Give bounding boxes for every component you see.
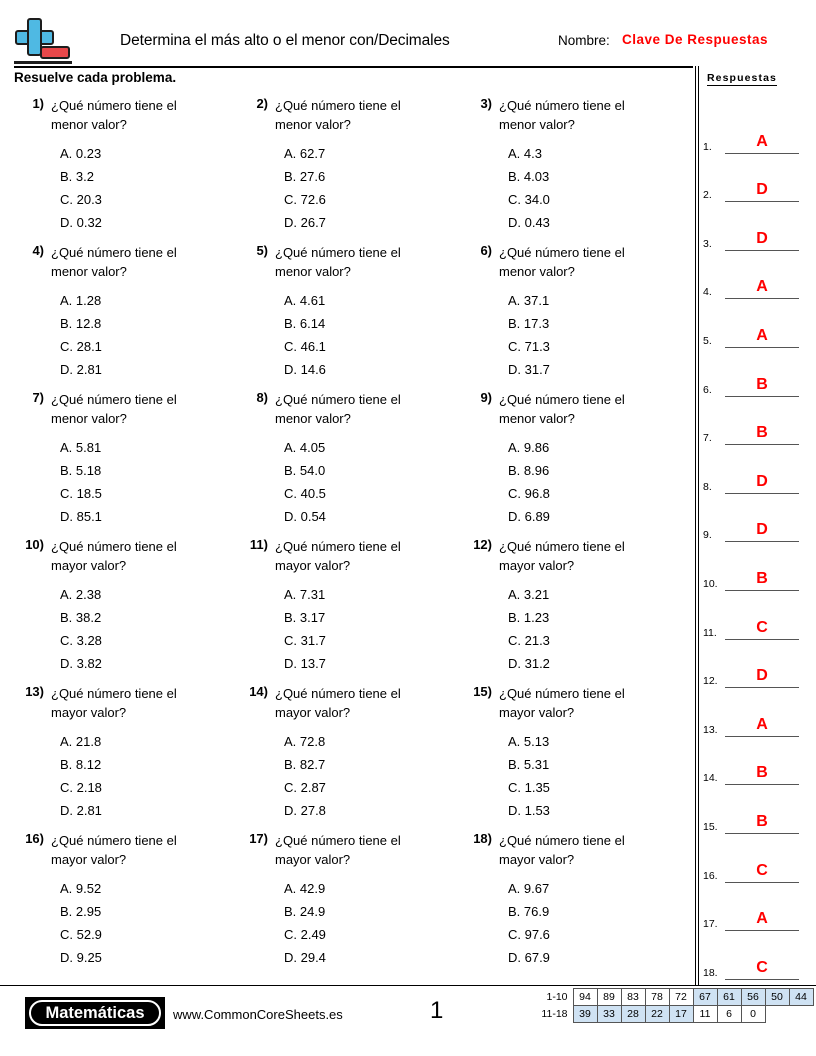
problem-choice[interactable]: C. 46.1 xyxy=(284,339,326,354)
problem-item xyxy=(238,831,462,978)
problem-item xyxy=(14,537,238,684)
answer-key-number: 2. xyxy=(703,189,712,202)
answer-key-blank-line xyxy=(725,639,799,640)
problem-choice[interactable]: B. 1.23 xyxy=(508,610,550,625)
problem-body xyxy=(51,537,238,675)
problem-choice[interactable]: D. 3.82 xyxy=(60,656,102,671)
score-cell: 50 xyxy=(765,989,789,1006)
problem-question: ¿Qué número tiene el mayor valor? xyxy=(51,539,177,573)
score-range-label: 1-10 xyxy=(546,991,568,1003)
answer-key-blank-line xyxy=(725,298,799,299)
answer-key-blank-line xyxy=(725,250,799,251)
problem-question: ¿Qué número tiene el mayor valor? xyxy=(275,686,401,720)
problem-question: ¿Qué número tiene el mayor valor? xyxy=(51,833,177,867)
problem-choice[interactable]: C. 1.35 xyxy=(508,780,550,795)
answer-key-row xyxy=(703,351,809,400)
problem-choice[interactable]: C. 21.3 xyxy=(508,633,550,648)
problem-question: ¿Qué número tiene el menor valor? xyxy=(275,392,401,426)
score-cell: 0 xyxy=(741,1006,765,1023)
problem-choices xyxy=(508,436,686,528)
problem-choice[interactable]: A. 4.3 xyxy=(508,146,542,161)
answer-key-list xyxy=(703,108,809,983)
vertical-divider xyxy=(695,66,700,985)
problem-choices xyxy=(508,583,686,675)
answer-key-row xyxy=(703,886,809,935)
answer-key-value: D xyxy=(756,667,768,685)
problem-question: ¿Qué número tiene el menor valor? xyxy=(275,245,401,279)
problem-body xyxy=(499,96,686,234)
problem-body xyxy=(275,390,462,528)
problem-choice[interactable]: D. 29.4 xyxy=(284,950,326,965)
answer-key-row xyxy=(703,448,809,497)
problem-body xyxy=(51,243,238,381)
problem-number: 13) xyxy=(25,684,44,699)
answer-key-value: A xyxy=(756,132,768,150)
answer-key-value: B xyxy=(756,569,768,587)
problem-choice[interactable]: B. 3.17 xyxy=(284,610,326,625)
problem-body xyxy=(51,96,238,234)
problem-row xyxy=(14,96,686,243)
problem-item xyxy=(462,831,686,978)
problem-choice[interactable]: C. 34.0 xyxy=(508,192,550,207)
problem-choice[interactable]: D. 85.1 xyxy=(60,509,102,524)
problem-choice[interactable]: A. 5.13 xyxy=(508,734,550,749)
problem-choice[interactable]: A. 62.7 xyxy=(284,146,326,161)
score-cell: 72 xyxy=(669,989,693,1006)
problem-choice[interactable]: A. 72.8 xyxy=(284,734,326,749)
score-cell-empty xyxy=(789,1006,813,1023)
problem-body xyxy=(51,684,238,822)
problem-choice[interactable]: B. 27.6 xyxy=(284,169,326,184)
problem-choice[interactable]: B. 5.18 xyxy=(60,463,102,478)
problem-choice[interactable]: C. 28.1 xyxy=(60,339,102,354)
problem-choice[interactable]: A. 5.81 xyxy=(60,440,102,455)
problem-choice[interactable]: C. 2.49 xyxy=(284,927,326,942)
answer-key-blank-line xyxy=(725,347,799,348)
answer-key-row xyxy=(703,691,809,740)
problem-choice[interactable]: D. 27.8 xyxy=(284,803,326,818)
score-cell: 94 xyxy=(573,989,597,1006)
answer-key-number: 9. xyxy=(703,529,712,542)
answer-key-number: 12. xyxy=(703,675,718,688)
answer-key-row xyxy=(703,643,809,692)
problem-choice[interactable]: D. 31.7 xyxy=(508,362,550,377)
problem-question: ¿Qué número tiene el mayor valor? xyxy=(499,539,625,573)
problem-choice[interactable]: B. 54.0 xyxy=(284,463,326,478)
header-divider xyxy=(14,66,693,68)
problem-body xyxy=(275,537,462,675)
problem-choices xyxy=(60,583,238,675)
problem-choice[interactable]: D. 26.7 xyxy=(284,215,326,230)
problem-item xyxy=(462,537,686,684)
problem-choice[interactable]: C. 96.8 xyxy=(508,486,550,501)
problem-row xyxy=(14,243,686,390)
problem-choice[interactable]: B. 17.3 xyxy=(508,316,550,331)
answer-key-row xyxy=(703,400,809,449)
problem-question: ¿Qué número tiene el mayor valor? xyxy=(51,686,177,720)
answer-key-blank-line xyxy=(725,493,799,494)
answer-key-blank-line xyxy=(725,979,799,980)
answer-key-row xyxy=(703,254,809,303)
problem-choice[interactable]: B. 6.14 xyxy=(284,316,326,331)
answer-key-number: 4. xyxy=(703,286,712,299)
problem-item xyxy=(238,243,462,390)
problem-body xyxy=(275,96,462,234)
problem-choice[interactable]: B. 76.9 xyxy=(508,904,550,919)
answer-key-number: 15. xyxy=(703,820,718,833)
answer-key-value: B xyxy=(756,375,768,393)
problem-choice[interactable]: D. 2.81 xyxy=(60,803,102,818)
score-cell: 17 xyxy=(669,1006,693,1023)
problem-item xyxy=(14,390,238,537)
problem-question: ¿Qué número tiene el menor valor? xyxy=(51,98,177,132)
name-value: Clave De Respuestas xyxy=(622,32,769,47)
problem-choice[interactable]: A. 1.28 xyxy=(60,293,102,308)
problem-choice[interactable]: D. 6.89 xyxy=(508,509,550,524)
plus-center-fill-icon xyxy=(29,32,40,43)
answer-key-row xyxy=(703,545,809,594)
problem-body xyxy=(499,390,686,528)
score-cell: 56 xyxy=(741,989,765,1006)
problem-body xyxy=(275,684,462,822)
answer-key-title: Respuestas xyxy=(707,72,777,84)
problem-choice[interactable]: B. 38.2 xyxy=(60,610,102,625)
answer-key-row xyxy=(703,108,809,157)
problem-choice[interactable]: C. 52.9 xyxy=(60,927,102,942)
answer-key-row xyxy=(703,594,809,643)
answer-key-panel xyxy=(703,68,809,983)
problem-body xyxy=(499,537,686,675)
problem-question: ¿Qué número tiene el menor valor? xyxy=(499,245,625,279)
problem-choices xyxy=(60,436,238,528)
answer-key-number: 10. xyxy=(703,577,718,590)
instructions-text: Resuelve cada problema. xyxy=(14,70,177,85)
answer-key-number: 16. xyxy=(703,869,718,882)
score-table-row xyxy=(533,1006,813,1023)
problem-choice[interactable]: B. 2.95 xyxy=(60,904,102,919)
name-label: Nombre: xyxy=(558,33,610,48)
problem-choices xyxy=(508,877,686,969)
problem-number: 10) xyxy=(25,537,44,552)
problem-number: 6) xyxy=(480,243,492,258)
footer-divider xyxy=(0,985,816,986)
answer-key-value: B xyxy=(756,764,768,782)
answer-key-row xyxy=(703,837,809,886)
problem-number: 14) xyxy=(249,684,268,699)
answer-key-value: D xyxy=(756,521,768,539)
problem-choice[interactable]: D. 14.6 xyxy=(284,362,326,377)
problem-body xyxy=(499,684,686,822)
answer-key-value: D xyxy=(756,181,768,199)
problem-item xyxy=(462,390,686,537)
problem-row xyxy=(14,684,686,831)
answer-key-number: 18. xyxy=(703,966,718,979)
problem-question: ¿Qué número tiene el menor valor? xyxy=(499,98,625,132)
problem-choice[interactable]: D. 1.53 xyxy=(508,803,550,818)
problem-number: 3) xyxy=(480,96,492,111)
problem-number: 2) xyxy=(256,96,268,111)
problem-choice[interactable]: D. 2.81 xyxy=(60,362,102,377)
problem-choice[interactable]: A. 0.23 xyxy=(60,146,102,161)
problem-row xyxy=(14,537,686,684)
problem-number: 12) xyxy=(473,537,492,552)
problem-choice[interactable]: A. 4.61 xyxy=(284,293,326,308)
problem-question: ¿Qué número tiene el menor valor? xyxy=(499,392,625,426)
problem-choice[interactable]: C. 2.18 xyxy=(60,780,102,795)
problem-choice[interactable]: D. 0.54 xyxy=(284,509,326,524)
answer-key-number: 6. xyxy=(703,383,712,396)
problem-choice[interactable]: C. 31.7 xyxy=(284,633,326,648)
problem-row xyxy=(14,831,686,978)
problem-choice[interactable]: A. 7.31 xyxy=(284,587,326,602)
answer-key-blank-line xyxy=(725,930,799,931)
score-cell: 61 xyxy=(717,989,741,1006)
problem-body xyxy=(51,831,238,969)
problem-choices xyxy=(284,289,462,381)
answer-key-blank-line xyxy=(725,444,799,445)
problem-question: ¿Qué número tiene el mayor valor? xyxy=(275,539,401,573)
problem-question: ¿Qué número tiene el menor valor? xyxy=(51,392,177,426)
score-cell: 78 xyxy=(645,989,669,1006)
score-cell: 83 xyxy=(621,989,645,1006)
answer-key-blank-line xyxy=(725,736,799,737)
answer-key-blank-line xyxy=(725,882,799,883)
problem-choice[interactable]: A. 9.86 xyxy=(508,440,550,455)
problem-choice[interactable]: D. 67.9 xyxy=(508,950,550,965)
problem-choice[interactable]: B. 8.96 xyxy=(508,463,550,478)
answer-key-number: 3. xyxy=(703,237,712,250)
subject-badge xyxy=(25,997,165,1029)
problem-body xyxy=(499,243,686,381)
answer-key-value: A xyxy=(756,910,768,928)
answer-key-blank-line xyxy=(725,153,799,154)
minus-bar-icon xyxy=(40,46,70,59)
problem-choice[interactable]: A. 21.8 xyxy=(60,734,102,749)
problem-question: ¿Qué número tiene el mayor valor? xyxy=(499,833,625,867)
answer-key-row xyxy=(703,740,809,789)
score-cell: 6 xyxy=(717,1006,741,1023)
answer-key-number: 7. xyxy=(703,432,712,445)
problem-choice[interactable]: B. 5.31 xyxy=(508,757,550,772)
plus-minus-logo xyxy=(14,18,72,66)
problem-item xyxy=(14,243,238,390)
problem-question: ¿Qué número tiene el mayor valor? xyxy=(499,686,625,720)
problem-choices xyxy=(284,877,462,969)
problem-choice[interactable]: D. 0.43 xyxy=(508,215,550,230)
problem-question: ¿Qué número tiene el menor valor? xyxy=(51,245,177,279)
problem-item xyxy=(462,243,686,390)
answer-key-value: D xyxy=(756,472,768,490)
problem-question: ¿Qué número tiene el mayor valor? xyxy=(275,833,401,867)
problem-number: 1) xyxy=(32,96,44,111)
answer-key-value: B xyxy=(756,424,768,442)
answer-key-number: 17. xyxy=(703,918,718,931)
problem-choice[interactable]: B. 3.2 xyxy=(60,169,94,184)
score-cell: 67 xyxy=(693,989,717,1006)
problem-choices xyxy=(60,289,238,381)
problem-choice[interactable]: C. 72.6 xyxy=(284,192,326,207)
answer-key-value: A xyxy=(756,715,768,733)
problem-item xyxy=(14,684,238,831)
answer-key-number: 11. xyxy=(703,626,717,639)
problem-choice[interactable]: A. 37.1 xyxy=(508,293,550,308)
problem-choice[interactable]: C. 2.87 xyxy=(284,780,326,795)
problem-body xyxy=(499,831,686,969)
problem-number: 9) xyxy=(480,390,492,405)
problem-choice[interactable]: B. 8.12 xyxy=(60,757,102,772)
problem-choice[interactable]: C. 3.28 xyxy=(60,633,102,648)
problem-item xyxy=(14,96,238,243)
problem-choice[interactable]: B. 12.8 xyxy=(60,316,102,331)
answer-key-value: B xyxy=(756,812,768,830)
problem-choice[interactable]: A. 3.21 xyxy=(508,587,550,602)
problem-number: 4) xyxy=(32,243,44,258)
answer-key-row xyxy=(703,497,809,546)
score-cell-empty xyxy=(765,1006,789,1023)
problem-item xyxy=(462,684,686,831)
answer-key-number: 13. xyxy=(703,723,718,736)
problem-body xyxy=(275,831,462,969)
problem-choices xyxy=(284,436,462,528)
problem-choices xyxy=(284,730,462,822)
answer-key-number: 1. xyxy=(703,140,712,153)
problem-choice[interactable]: B. 82.7 xyxy=(284,757,326,772)
answer-key-row xyxy=(703,205,809,254)
problem-choice[interactable]: A. 9.67 xyxy=(508,881,550,896)
answer-key-number: 14. xyxy=(703,772,718,785)
problem-choice[interactable]: C. 71.3 xyxy=(508,339,550,354)
problem-choices xyxy=(508,142,686,234)
problem-body xyxy=(275,243,462,381)
answer-key-blank-line xyxy=(725,201,799,202)
problem-choices xyxy=(508,289,686,381)
problem-choice[interactable]: A. 9.52 xyxy=(60,881,102,896)
problem-item xyxy=(238,96,462,243)
problem-choice[interactable]: C. 40.5 xyxy=(284,486,326,501)
page-title: Determina el más alto o el menor con/Decimales xyxy=(120,32,450,49)
problem-choice[interactable]: C. 18.5 xyxy=(60,486,102,501)
problem-choices xyxy=(508,730,686,822)
answer-key-blank-line xyxy=(725,784,799,785)
problem-question: ¿Qué número tiene el menor valor? xyxy=(275,98,401,132)
problem-choice[interactable]: C. 20.3 xyxy=(60,192,102,207)
score-cell: 28 xyxy=(621,1006,645,1023)
answer-key-value: C xyxy=(756,861,768,879)
answer-key-blank-line xyxy=(725,590,799,591)
problem-choice[interactable]: D. 13.7 xyxy=(284,656,326,671)
answer-key-value: A xyxy=(756,326,768,344)
problem-choices xyxy=(60,142,238,234)
problem-choice[interactable]: A. 42.9 xyxy=(284,881,326,896)
answer-key-value: C xyxy=(756,958,768,976)
answer-key-value: D xyxy=(756,229,768,247)
problem-body xyxy=(51,390,238,528)
problem-item xyxy=(238,537,462,684)
problem-number: 16) xyxy=(25,831,44,846)
answer-key-row xyxy=(703,934,809,983)
problem-row xyxy=(14,390,686,537)
score-table-row xyxy=(533,989,813,1006)
problem-item xyxy=(238,390,462,537)
score-cell: 89 xyxy=(597,989,621,1006)
page-header xyxy=(0,0,816,68)
problem-number: 11) xyxy=(249,537,268,552)
score-range-label: 11-18 xyxy=(541,1008,568,1020)
subject-badge-label: Matemáticas xyxy=(29,1000,161,1026)
page-number: 1 xyxy=(430,997,444,1024)
answer-key-value: A xyxy=(756,278,768,296)
answer-key-blank-line xyxy=(725,541,799,542)
problem-number: 15) xyxy=(473,684,492,699)
answer-key-blank-line xyxy=(725,833,799,834)
problem-number: 8) xyxy=(256,390,268,405)
problem-choice[interactable]: B. 24.9 xyxy=(284,904,326,919)
problem-choices xyxy=(60,877,238,969)
problem-item xyxy=(462,96,686,243)
problem-number: 5) xyxy=(256,243,268,258)
score-cell: 44 xyxy=(789,989,813,1006)
problem-choice[interactable]: D. 31.2 xyxy=(508,656,550,671)
problem-grid xyxy=(14,96,686,978)
score-table-body xyxy=(533,989,813,1023)
problem-item xyxy=(14,831,238,978)
answer-key-blank-line xyxy=(725,687,799,688)
problem-choices xyxy=(60,730,238,822)
answer-key-blank-line xyxy=(725,396,799,397)
answer-key-row xyxy=(703,788,809,837)
score-cell: 11 xyxy=(693,1006,717,1023)
problem-choice[interactable]: C. 97.6 xyxy=(508,927,550,942)
answer-key-row xyxy=(703,157,809,206)
logo-baseline xyxy=(14,61,72,64)
problem-choices xyxy=(284,142,462,234)
problem-choice[interactable]: D. 0.32 xyxy=(60,215,102,230)
problem-choice[interactable]: D. 9.25 xyxy=(60,950,102,965)
answer-key-row xyxy=(703,302,809,351)
problem-choices xyxy=(284,583,462,675)
problem-item xyxy=(238,684,462,831)
problem-number: 18) xyxy=(473,831,492,846)
website-url: www.CommonCoreSheets.es xyxy=(173,1007,343,1022)
problem-choice[interactable]: A. 4.05 xyxy=(284,440,326,455)
answer-key-value: C xyxy=(756,618,768,636)
score-cell: 33 xyxy=(597,1006,621,1023)
answer-key-number: 8. xyxy=(703,480,712,493)
problem-number: 7) xyxy=(32,390,44,405)
answer-key-number: 5. xyxy=(703,334,712,347)
score-cell: 39 xyxy=(573,1006,597,1023)
score-conversion-table xyxy=(533,988,814,1023)
problem-choice[interactable]: A. 2.38 xyxy=(60,587,102,602)
problem-number: 17) xyxy=(249,831,268,846)
problem-choice[interactable]: B. 4.03 xyxy=(508,169,550,184)
score-cell: 22 xyxy=(645,1006,669,1023)
